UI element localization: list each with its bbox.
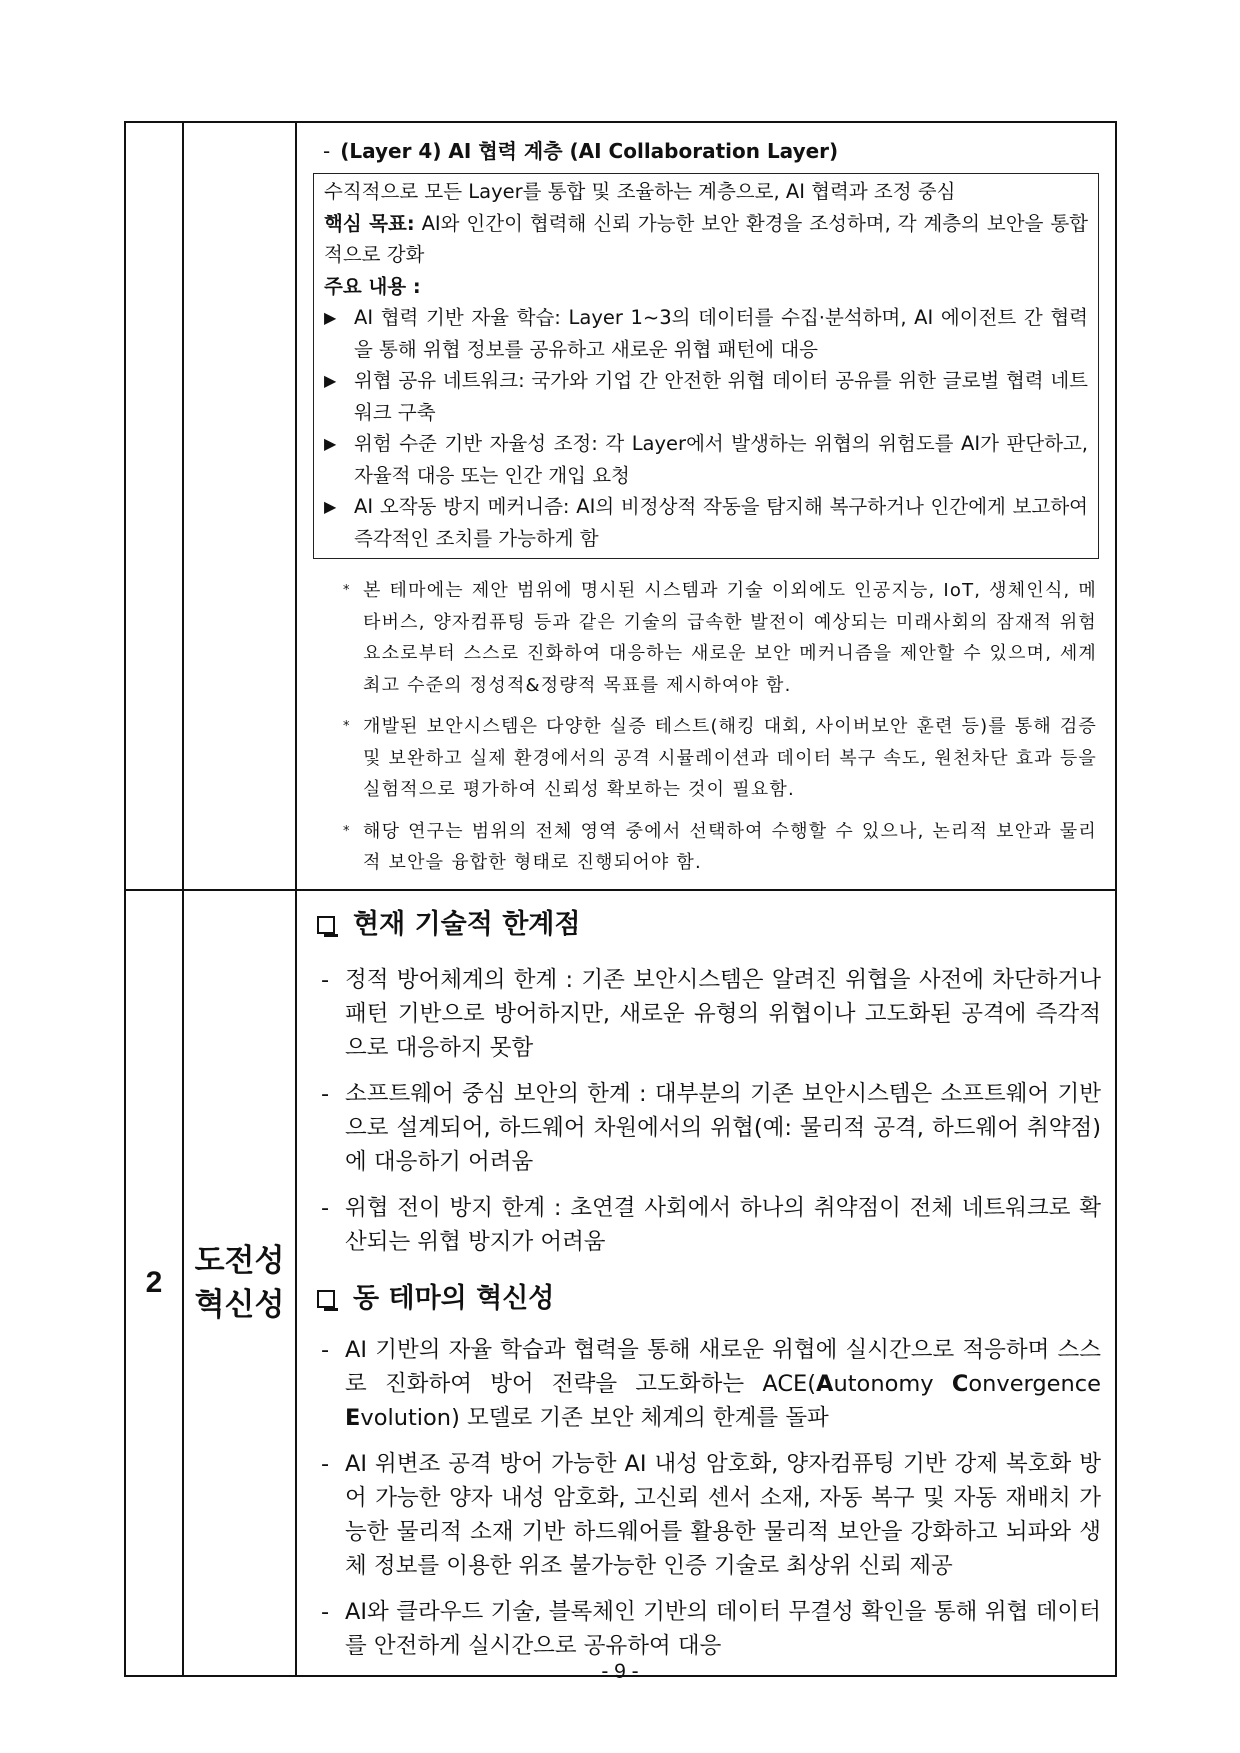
- asterisk-icon: *: [343, 583, 351, 598]
- table-row: [125, 122, 1116, 890]
- layer-heading: - (Layer 4) AI 협력 계층 (AI Collaboration Layer): [323, 139, 839, 163]
- title-line: 도전성: [194, 1242, 285, 1279]
- table-row: [125, 890, 1116, 1676]
- list-item: - AI와 클라우드 기술, 블록체인 기반의 데이터 무결성 확인을 통해 위협 데이터를 안전하게 실시간으로 공유하여 대응: [321, 1598, 1101, 1659]
- notes-list: [343, 575, 1097, 879]
- list-item: ▶ 위험 수준 기반 자율성 조정: 각 Layer에서 발생하는 위협의 위험도를 AI가 판단하고, 자율적 대응 또는 인간 개입 요청: [324, 428, 1088, 491]
- checkbox-square-icon: [317, 916, 335, 934]
- list-item: - AI 위변조 공격 방어 가능한 AI 내성 암호화, 양자컴퓨팅 기반 강제 복호화 방어 가능한 양자 내성 암호화, 고신뢰 센서 소재, 자동 복구 및 자동 재배치 가능한 물리적 소재 기반 하드웨어를 활용한 물리적 보안을 강화하고 뇌파와 생체 정보를 이용한 위조 불가능한 인증 기술로 최상위 신뢰 제공: [321, 1450, 1101, 1579]
- section-heading: 현재 기술적 한계점: [311, 905, 1101, 945]
- content-cell: [296, 122, 1116, 890]
- note-item: * 본 테마에는 제안 범위에 명시된 시스템과 기술 이외에도 인공지능, IoT, 생체인식, 메타버스, 양자컴퓨팅 등과 같은 기술의 급속한 발전이 예상되는 미래사회의 잠재적 위험 요소로부터 스스로 진화하여 대응하는 새로운 보안 메커니즘을 제안할 수 있으며, 세계 최고 수준의 정성적&정량적 목표를 제시하여야 함.: [343, 575, 1097, 701]
- list-item: ▶ AI 오작동 방지 메커니즘: AI의 비정상적 작동을 탐지해 복구하거나 인간에게 보고하여 즉각적인 조치를 가능하게 함: [324, 491, 1088, 554]
- box-goal: 핵심 목표: AI와 인간이 협력해 신뢰 가능한 보안 환경을 조성하며, 각 계층의 보안을 통합적으로 강화: [324, 211, 1088, 266]
- list-item: ▶ AI 협력 기반 자율 학습: Layer 1~3의 데이터를 수집·분석하며, AI 에이전트 간 협력을 통해 위협 정보를 공유하고 새로운 위협 패턴에 대응: [324, 302, 1088, 365]
- triangle-bullet-icon: ▶: [324, 497, 337, 516]
- note-item: * 개발된 보안시스템은 다양한 실증 테스트(해킹 대회, 사이버보안 훈련 등)를 통해 검증 및 보완하고 실제 환경에서의 공격 시뮬레이션과 데이터 복구 속도, 원천차단 효과 등을 실험적으로 평가하여 신뢰성 확보하는 것이 필요함.: [343, 711, 1097, 806]
- triangle-bullet-icon: ▶: [324, 434, 337, 453]
- list-item: - AI 기반의 자율 학습과 협력을 통해 새로운 위협에 실시간으로 적응하며 스스로 진화하여 방어 전략을 고도화하는 ACE(Autonomy Convergence Evolution) 모델로 기존 보안 체계의 한계를 돌파: [321, 1336, 1101, 1431]
- title-line: 혁신성: [194, 1286, 285, 1323]
- list-item: - 소프트웨어 중심 보안의 한계 : 대부분의 기존 보안시스템은 소프트웨어 기반으로 설계되어, 하드웨어 차원에서의 위협(예: 물리적 공격, 하드웨어 취약점)에 대응하기 어려움: [321, 1080, 1101, 1175]
- checkbox-square-icon: [317, 1290, 335, 1308]
- page-number: - 9 -: [601, 1660, 639, 1683]
- box-content-label: 주요 내용 :: [324, 274, 421, 298]
- list-item: ▶ 위협 공유 네트워크: 국가와 기업 간 안전한 위협 데이터 공유를 위한 글로벌 협력 네트워크 구축: [324, 365, 1088, 428]
- note-item: * 해당 연구는 범위의 전체 영역 중에서 선택하여 수행할 수 있으나, 논리적 보안과 물리적 보안을 융합한 형태로 진행되어야 함.: [343, 816, 1097, 879]
- triangle-bullet-icon: ▶: [324, 308, 337, 327]
- content-cell: [296, 890, 1116, 1676]
- layer-description-box: [313, 173, 1099, 559]
- box-intro: 수직적으로 모든 Layer를 통합 및 조율하는 계층으로, AI 협력과 조정 중심: [324, 180, 956, 203]
- number-cell-empty: [125, 122, 183, 890]
- triangle-bullet-icon: ▶: [324, 371, 337, 390]
- asterisk-icon: *: [343, 719, 351, 734]
- list-item: - 위협 전이 방지 한계 : 초연결 사회에서 하나의 취약점이 전체 네트워크로 확산되는 위협 방지가 어려움: [321, 1194, 1101, 1255]
- section-heading: 동 테마의 혁신성: [311, 1279, 1101, 1319]
- list-item: - 정적 방어체계의 한계 : 기존 보안시스템은 알려진 위협을 사전에 차단하거나 패턴 기반으로 방어하지만, 새로운 유형의 위협이나 고도화된 공격에 즉각적으로 대응하지 못함: [321, 966, 1101, 1061]
- title-cell-empty: [183, 122, 296, 890]
- asterisk-icon: *: [343, 823, 351, 839]
- number-cell: 2: [125, 890, 183, 1676]
- title-cell: [183, 890, 296, 1676]
- document-table: [124, 121, 1117, 1677]
